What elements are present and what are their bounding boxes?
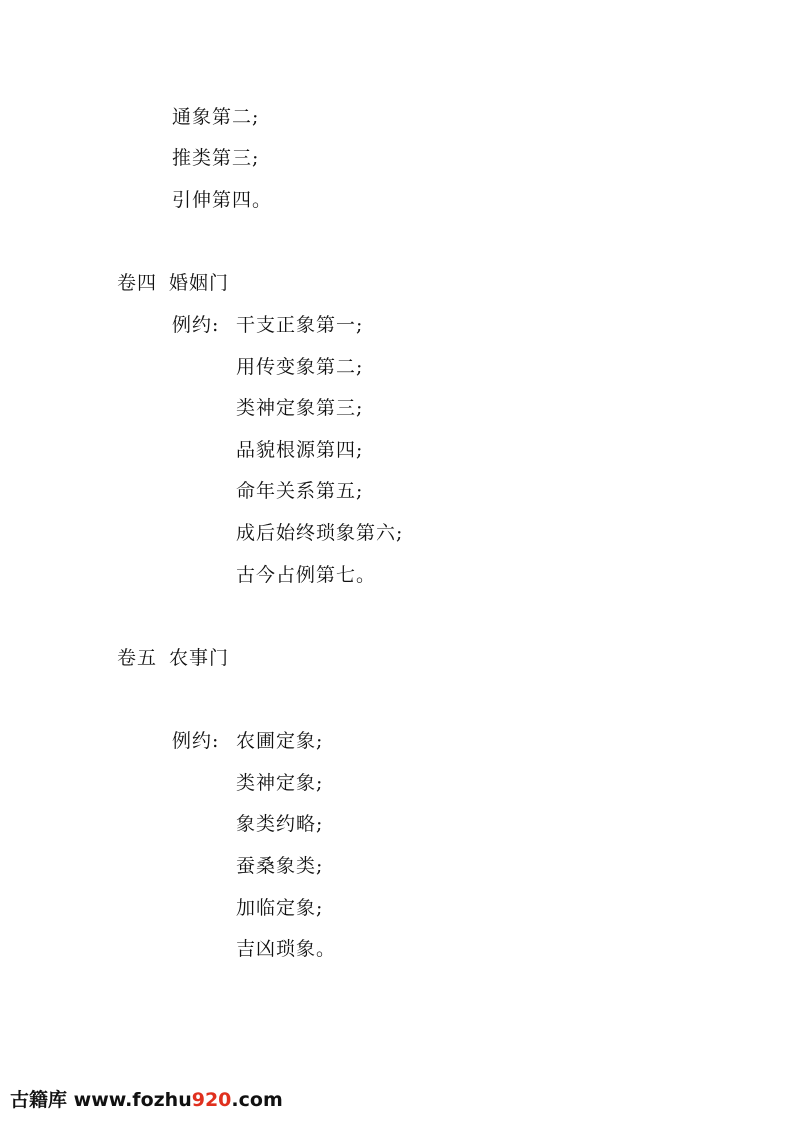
- toc-item: 品貌根源第四;: [236, 439, 364, 461]
- section-label: 例约:: [172, 730, 220, 752]
- section-label: 例约:: [172, 314, 220, 336]
- toc-item: 干支正象第一;: [236, 314, 364, 336]
- toc-item: 古今占例第七。: [236, 564, 377, 586]
- volume-title: 农事门: [169, 647, 230, 669]
- toc-item: 通象第二;: [172, 106, 260, 128]
- site-watermark: [10, 1088, 283, 1112]
- volume-heading: [117, 646, 229, 670]
- toc-item: 吉凶琐象。: [236, 938, 337, 960]
- toc-item: 农圃定象;: [236, 730, 324, 752]
- toc-item: 加临定象;: [236, 897, 324, 919]
- site-url: www.fozhu920.com: [73, 1089, 283, 1111]
- toc-item: 象类约略;: [236, 813, 324, 835]
- toc-item: 推类第三;: [172, 147, 260, 169]
- volume-title: 婚姻门: [169, 272, 230, 294]
- site-name: 古籍库: [10, 1089, 68, 1111]
- toc-item: 命年关系第五;: [236, 480, 364, 502]
- toc-item: 成后始终琐象第六;: [236, 522, 404, 544]
- toc-item: 蚕桑象类;: [236, 855, 324, 877]
- toc-item: 引伸第四。: [172, 189, 273, 211]
- volume-number: 卷四: [117, 272, 158, 294]
- volume-heading: [117, 271, 229, 295]
- toc-item: 用传变象第二;: [236, 356, 364, 378]
- toc-item: 类神定象第三;: [236, 397, 364, 419]
- volume-number: 卷五: [117, 647, 158, 669]
- toc-item: 类神定象;: [236, 772, 324, 794]
